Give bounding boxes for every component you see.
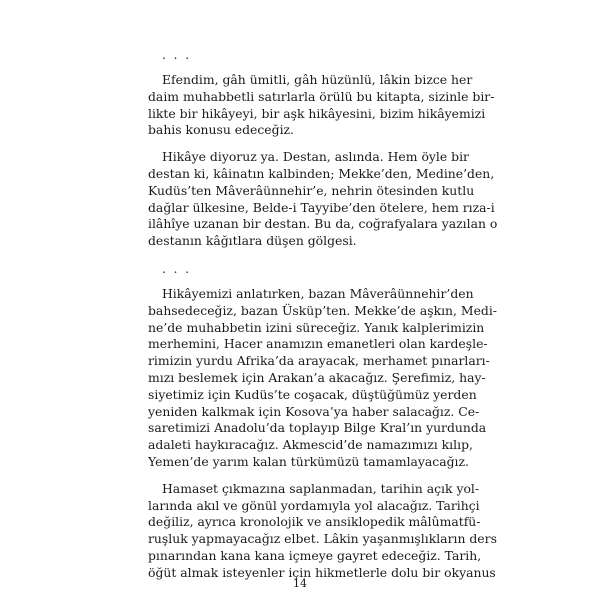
text-line: ilâhîye uzanan bir destan. Bu da, coğrafyalara yazılan o [148, 216, 498, 232]
text-line: Hikâye diyoruz ya. Destan, aslında. Hem öyle bir [162, 149, 469, 165]
paragraph-4 [148, 480, 497, 582]
text-line: Efendim, gâh ümitli, gâh hüzünlü, lâkin bizce her [162, 72, 473, 87]
text-line: Hamaset çıkmazına saplanmadan, tarihin açık yol- [162, 480, 480, 496]
text-line: likte bir hikâyeyi, bir aşk hikâyesini, bizim hikâyemizi [148, 105, 486, 121]
text-line: merhemini, Hacer anamızın emanetleri olan kardeşle- [148, 336, 488, 352]
paragraph-2 [148, 149, 498, 250]
section-separator: . . . [162, 261, 192, 276]
text-line: destanın kâğıtlara düşen gölgesi. [148, 233, 357, 249]
paragraph-3 [148, 285, 497, 471]
text-line: değiliz, ayrıca kronolojik ve ansiklopedik mâlûmatfü- [148, 514, 481, 530]
text-line: rimizin yurdu Afrika’da arayacak, merhamet pınarları- [148, 353, 490, 369]
text-line: mızı beslemek için Arakan’a akacağız. Şerefimiz, hay- [148, 369, 486, 385]
text-line: larında akıl ve gönül yordamıyla yol alacağız. Tarihçi [148, 497, 480, 513]
text-line: dağlar ülkesine, Belde-i Tayyibe’den ötelere, hem rıza-i [148, 199, 495, 215]
text-line: siyetimiz için Kudüs’te coşacak, düştüğümüz yerden [148, 386, 477, 402]
text-line: Yemen’de yarım kalan türkümüzü tamamlayacağız. [148, 453, 469, 469]
text-line: öğüt almak isteyenler için hikmetlerle dolu bir okyanus [148, 564, 496, 580]
section-separator: . . . [162, 48, 192, 62]
paragraph-1 [148, 72, 495, 139]
text-line: saretimizi Anadolu’da toplayıp Bilge Kral’ın yurdunda [148, 420, 487, 436]
text-line: daim muhabbetli satırlarla örülü bu kitapta, sizinle bir- [148, 88, 495, 104]
text-line: Kudüs’ten Mâverâünnehir’e, nehrin ötesinden kutlu [148, 182, 475, 198]
text-line: destan ki, kâinatın kalbinden; Mekke’den, Medine’den, [148, 165, 495, 181]
text-line: adaleti haykıracağız. Akmescid’de namazımızı kılıp, [148, 437, 473, 453]
body-text [148, 48, 498, 582]
text-line: yeniden kalkmak için Kosova’ya haber salacağız. Ce- [148, 403, 480, 419]
text-line: Hikâyemizi anlatırken, bazan Mâverâünnehir’den [162, 285, 474, 301]
text-line: ne’de muhabbetin izini süreceğiz. Yanık kalplerimizin [148, 319, 485, 335]
text-line: ruşluk yapmayacağız elbet. Lâkin yaşanmışlıkların ders [148, 531, 497, 547]
text-line: bahsedeceğiz, bazan Üsküp’ten. Mekke’de aşkın, Medi- [148, 302, 497, 318]
text-line: bahis konusu edeceğiz. [148, 122, 294, 138]
text-line: pınarından kana kana içmeye gayret edeceğiz. Tarih, [148, 547, 482, 563]
page-number: 14 [293, 577, 307, 590]
